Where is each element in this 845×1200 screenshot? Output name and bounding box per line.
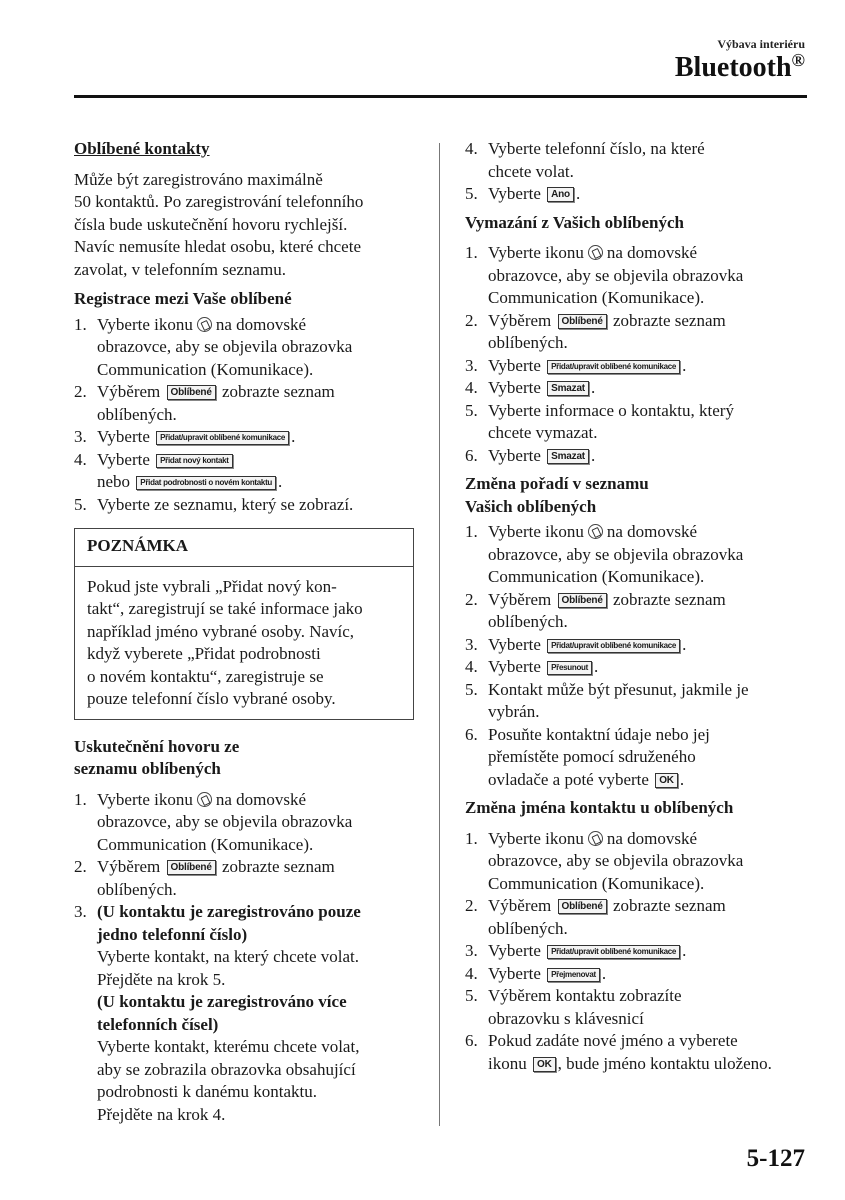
section-title: Výbava interiéru bbox=[717, 37, 805, 51]
favorites-button-label: Oblíbené bbox=[558, 314, 607, 329]
step-text: Vyberte bbox=[488, 941, 541, 960]
step-text: Vyberte bbox=[488, 634, 541, 654]
step-text: Výběrem bbox=[97, 857, 161, 876]
subheading-line: Změna pořadí v seznamu bbox=[465, 474, 649, 493]
rename-button-label: Přejmenovat bbox=[547, 968, 600, 982]
section-heading-favorites: Oblíbené kontakty bbox=[74, 139, 210, 158]
ok-button-label: OK bbox=[533, 1057, 556, 1072]
step-item bbox=[465, 985, 810, 1030]
call-steps-continued bbox=[465, 138, 810, 206]
step-text: aby se zobrazila obrazovka obsahující bbox=[97, 1059, 356, 1079]
step-item bbox=[74, 856, 414, 901]
communication-icon bbox=[197, 792, 212, 807]
intro-line: 50 kontaktů. Po zaregistrování telefonního bbox=[74, 192, 364, 211]
note-line: Pokud jste vybrali „Přidat nový kon- bbox=[87, 576, 337, 596]
step-number: 3. bbox=[465, 634, 478, 654]
step-text: . bbox=[682, 941, 687, 960]
step-text: Vyberte ikonu bbox=[97, 314, 193, 334]
step-text: . bbox=[291, 427, 296, 446]
step-number: 5. bbox=[465, 986, 478, 1005]
note-line: takt“, zaregistrují se také informace jako bbox=[87, 599, 363, 618]
step-item bbox=[465, 310, 810, 355]
step-text: . bbox=[593, 657, 599, 676]
step-item bbox=[465, 679, 810, 724]
step-text: Výběrem kontaktu zobrazíte bbox=[488, 986, 682, 1005]
add-edit-favorites-button-label: Přidat/upravit oblíbené komunikace bbox=[547, 639, 680, 653]
add-edit-favorites-button-label: Přidat/upravit oblíbené komunikace bbox=[156, 431, 289, 445]
intro-paragraph bbox=[74, 169, 414, 282]
note-box bbox=[74, 528, 414, 720]
step-text: oblíbených. bbox=[97, 879, 177, 899]
step-text: Posuňte kontaktní údaje nebo jej bbox=[488, 724, 710, 744]
communication-icon bbox=[588, 524, 603, 539]
step-item bbox=[465, 828, 810, 896]
step-text: Vyberte bbox=[488, 445, 541, 465]
step-text: Vyberte ikonu bbox=[488, 828, 584, 848]
favorites-button-label: Oblíbené bbox=[167, 860, 216, 875]
step-item bbox=[465, 400, 810, 445]
step-number: 4. bbox=[465, 139, 478, 158]
condition-text: (U kontaktu je zaregistrováno více bbox=[97, 992, 347, 1011]
step-number: 5. bbox=[465, 400, 478, 420]
rename-steps bbox=[465, 828, 810, 1076]
step-item bbox=[465, 589, 810, 634]
step-item bbox=[465, 963, 810, 986]
intro-line: Může být zaregistrováno maximálně bbox=[74, 169, 323, 189]
step-text: . bbox=[682, 634, 687, 654]
step-text: zobrazte seznam bbox=[221, 382, 335, 401]
communication-icon bbox=[588, 245, 603, 260]
step-text: Vyberte informace o kontaktu, který bbox=[488, 400, 734, 420]
step-item bbox=[74, 381, 414, 426]
page-title-text: Bluetooth bbox=[674, 52, 792, 83]
step-text: zobrazte seznam bbox=[612, 589, 726, 609]
step-item bbox=[74, 494, 414, 517]
step-text: zobrazte seznam bbox=[612, 310, 726, 330]
step-number: 1. bbox=[465, 243, 478, 262]
step-item bbox=[465, 1030, 810, 1075]
step-item bbox=[465, 138, 810, 183]
registered-mark: ® bbox=[791, 50, 805, 70]
add-edit-favorites-button-label: Přidat/upravit oblíbené komunikace bbox=[547, 360, 680, 374]
step-text: Vyberte bbox=[488, 378, 541, 397]
step-number: 4. bbox=[74, 449, 87, 469]
step-item bbox=[465, 355, 810, 378]
step-text: Vyberte bbox=[488, 657, 541, 676]
step-text: Výběrem bbox=[488, 310, 552, 330]
step-text: chcete vymazat. bbox=[488, 423, 598, 442]
step-number: 4. bbox=[465, 657, 478, 676]
header-rule bbox=[74, 95, 807, 98]
step-number: 6. bbox=[465, 445, 478, 465]
step-text: Vyberte kontakt, na který chcete volat. bbox=[97, 947, 359, 966]
step-number: 2. bbox=[74, 382, 87, 401]
step-text: Výběrem bbox=[97, 382, 161, 401]
step-text: Communication (Komunikace). bbox=[97, 359, 314, 379]
step-number: 5. bbox=[465, 184, 478, 203]
step-text: Přejděte na krok 5. bbox=[97, 969, 226, 989]
step-number: 1. bbox=[465, 522, 478, 541]
delete-button-label: Smazat bbox=[547, 449, 589, 464]
step-text: obrazovce, aby se objevila obrazovka bbox=[97, 812, 353, 831]
condition-text: (U kontaktu je zaregistrováno pouze bbox=[97, 902, 361, 921]
step-item bbox=[465, 634, 810, 657]
condition-text: jedno telefonní číslo) bbox=[97, 924, 248, 944]
step-item bbox=[465, 183, 810, 206]
page-title bbox=[675, 52, 805, 84]
step-text: Vyberte bbox=[97, 427, 150, 446]
step-number: 5. bbox=[465, 679, 478, 699]
register-steps bbox=[74, 314, 414, 517]
call-steps bbox=[74, 789, 414, 1127]
step-text: oblíbených. bbox=[97, 404, 177, 424]
step-item bbox=[465, 656, 810, 679]
step-item bbox=[465, 940, 810, 963]
note-heading: POZNÁMKA bbox=[75, 529, 413, 567]
step-number: 6. bbox=[465, 724, 478, 744]
favorites-button-label: Oblíbené bbox=[558, 593, 607, 608]
favorites-button-label: Oblíbené bbox=[558, 899, 607, 914]
step-item bbox=[465, 521, 810, 589]
step-text: zobrazte seznam bbox=[612, 896, 726, 915]
step-item bbox=[465, 445, 810, 468]
add-contact-details-button-label: Přidat podrobnosti o novém kontaktu bbox=[136, 476, 276, 490]
step-text: obrazovku s klávesnicí bbox=[488, 1008, 644, 1028]
step-item bbox=[465, 242, 810, 310]
step-text: Vyberte ikonu bbox=[488, 243, 584, 262]
yes-button-label: Ano bbox=[547, 187, 574, 202]
step-text: přemístěte pomocí sdruženého bbox=[488, 747, 696, 766]
step-text: Communication (Komunikace). bbox=[97, 834, 314, 854]
add-edit-favorites-button-label: Přidat/upravit oblíbené komunikace bbox=[547, 945, 680, 959]
step-number: 5. bbox=[74, 494, 87, 514]
condition-text: telefonních čísel) bbox=[97, 1014, 219, 1034]
step-item bbox=[74, 426, 414, 449]
step-text: oblíbených. bbox=[488, 333, 568, 352]
step-number: 3. bbox=[465, 941, 478, 960]
subheading-reorder bbox=[465, 473, 810, 518]
intro-line: čísla bude uskutečnění hovoru rychlejší. bbox=[74, 214, 348, 234]
step-number: 1. bbox=[465, 828, 478, 848]
step-number: 2. bbox=[465, 896, 478, 915]
step-text: Výběrem bbox=[488, 896, 552, 915]
step-text: Vyberte kontakt, kterému chcete volat, bbox=[97, 1037, 360, 1056]
step-number: 3. bbox=[74, 902, 87, 921]
step-text: obrazovce, aby se objevila obrazovka bbox=[488, 544, 744, 564]
step-text: . bbox=[575, 184, 581, 203]
step-item bbox=[74, 789, 414, 857]
step-number: 2. bbox=[74, 857, 87, 876]
intro-line: Navíc nemusíte hledat osobu, které chcete bbox=[74, 237, 361, 256]
step-text: podrobnosti k danému kontaktu. bbox=[97, 1082, 318, 1101]
note-line: o novém kontaktu“, zaregistruje se bbox=[87, 666, 324, 686]
step-text: Vyberte bbox=[97, 449, 150, 469]
step-text: Vyberte ze seznamu, který se zobrazí. bbox=[97, 494, 354, 514]
step-text: Vyberte bbox=[488, 184, 541, 203]
step-text: . bbox=[590, 378, 596, 397]
step-number: 2. bbox=[465, 589, 478, 609]
step-text: oblíbených. bbox=[488, 918, 568, 938]
step-item bbox=[74, 449, 414, 494]
step-text: . bbox=[590, 445, 596, 465]
step-text: na domovské bbox=[215, 314, 307, 334]
delete-steps bbox=[465, 242, 810, 467]
step-text: Communication (Komunikace). bbox=[488, 873, 705, 893]
communication-icon bbox=[197, 317, 212, 332]
step-text: vybrán. bbox=[488, 702, 540, 721]
step-text: Vyberte bbox=[488, 355, 541, 375]
step-text: . bbox=[679, 769, 685, 789]
move-button-label: Přesunout bbox=[547, 661, 592, 675]
step-text: oblíbených. bbox=[488, 612, 568, 631]
reorder-steps bbox=[465, 521, 810, 791]
step-text: na domovské bbox=[606, 828, 698, 848]
step-number: 4. bbox=[465, 963, 478, 983]
step-item bbox=[465, 377, 810, 400]
step-number: 3. bbox=[465, 355, 478, 375]
step-text: ikonu bbox=[488, 1053, 527, 1073]
step-text: Vyberte ikonu bbox=[488, 522, 584, 541]
step-text: zobrazte seznam bbox=[221, 857, 335, 876]
note-line: například jméno vybrané osoby. Navíc, bbox=[87, 621, 355, 641]
step-text: na domovské bbox=[606, 243, 698, 262]
step-text: obrazovce, aby se objevila obrazovka bbox=[97, 337, 353, 356]
step-text: na domovské bbox=[215, 789, 307, 809]
step-text: . bbox=[682, 355, 687, 375]
step-text: obrazovce, aby se objevila obrazovka bbox=[488, 265, 744, 285]
left-column bbox=[74, 138, 414, 1132]
step-text: chcete volat. bbox=[488, 161, 574, 181]
step-text: , bude jméno kontaktu uloženo. bbox=[557, 1053, 772, 1073]
step-item bbox=[74, 314, 414, 382]
intro-line: zavolat, v telefonním seznamu. bbox=[74, 259, 286, 279]
step-text: Communication (Komunikace). bbox=[488, 288, 705, 307]
note-body bbox=[75, 567, 413, 719]
step-text: na domovské bbox=[606, 522, 698, 541]
step-text: ovladače a poté vyberte bbox=[488, 769, 649, 789]
step-number: 1. bbox=[74, 789, 87, 809]
communication-icon bbox=[588, 831, 603, 846]
step-text: nebo bbox=[97, 472, 131, 491]
note-line: pouze telefonní číslo vybrané osoby. bbox=[87, 689, 336, 708]
step-text: Vyberte telefonní číslo, na které bbox=[488, 139, 705, 158]
step-text: . bbox=[278, 472, 283, 491]
step-text: Kontakt může být přesunut, jakmile je bbox=[488, 679, 749, 699]
subheading-line: Uskutečnění hovoru ze bbox=[74, 736, 240, 756]
step-text: Communication (Komunikace). bbox=[488, 567, 705, 586]
step-text: Vyberte ikonu bbox=[97, 789, 193, 809]
ok-button-label: OK bbox=[655, 773, 678, 788]
note-line: když vyberete „Přidat podrobnosti bbox=[87, 644, 321, 663]
step-number: 4. bbox=[465, 378, 478, 397]
step-text: Přejděte na krok 4. bbox=[97, 1104, 226, 1124]
subheading-delete: Vymazání z Vašich oblíbených bbox=[465, 212, 684, 232]
step-text: Pokud zadáte nové jméno a vyberete bbox=[488, 1031, 738, 1050]
step-text: . bbox=[601, 963, 607, 983]
step-number: 2. bbox=[465, 310, 478, 330]
favorites-button-label: Oblíbené bbox=[167, 385, 216, 400]
step-text: Vyberte bbox=[488, 963, 541, 983]
step-text: obrazovce, aby se objevila obrazovka bbox=[488, 851, 744, 870]
subheading-register: Registrace mezi Vaše oblíbené bbox=[74, 289, 292, 308]
add-new-contact-button-label: Přidat nový kontakt bbox=[156, 454, 233, 468]
step-number: 6. bbox=[465, 1031, 478, 1050]
step-number: 3. bbox=[74, 427, 87, 446]
subheading-rename: Změna jména kontaktu u oblíbených bbox=[465, 798, 734, 817]
subheading-line: Vašich oblíbených bbox=[465, 496, 597, 516]
step-item bbox=[465, 724, 810, 792]
right-column bbox=[465, 138, 810, 1081]
subheading-line: seznamu oblíbených bbox=[74, 759, 221, 778]
subheading-call bbox=[74, 736, 414, 781]
step-item bbox=[74, 901, 414, 1126]
delete-button-label: Smazat bbox=[547, 381, 589, 396]
step-item bbox=[465, 895, 810, 940]
page-number: 5-127 bbox=[746, 1145, 805, 1172]
column-divider bbox=[439, 143, 440, 1126]
step-text: Výběrem bbox=[488, 589, 552, 609]
step-number: 1. bbox=[74, 314, 87, 334]
